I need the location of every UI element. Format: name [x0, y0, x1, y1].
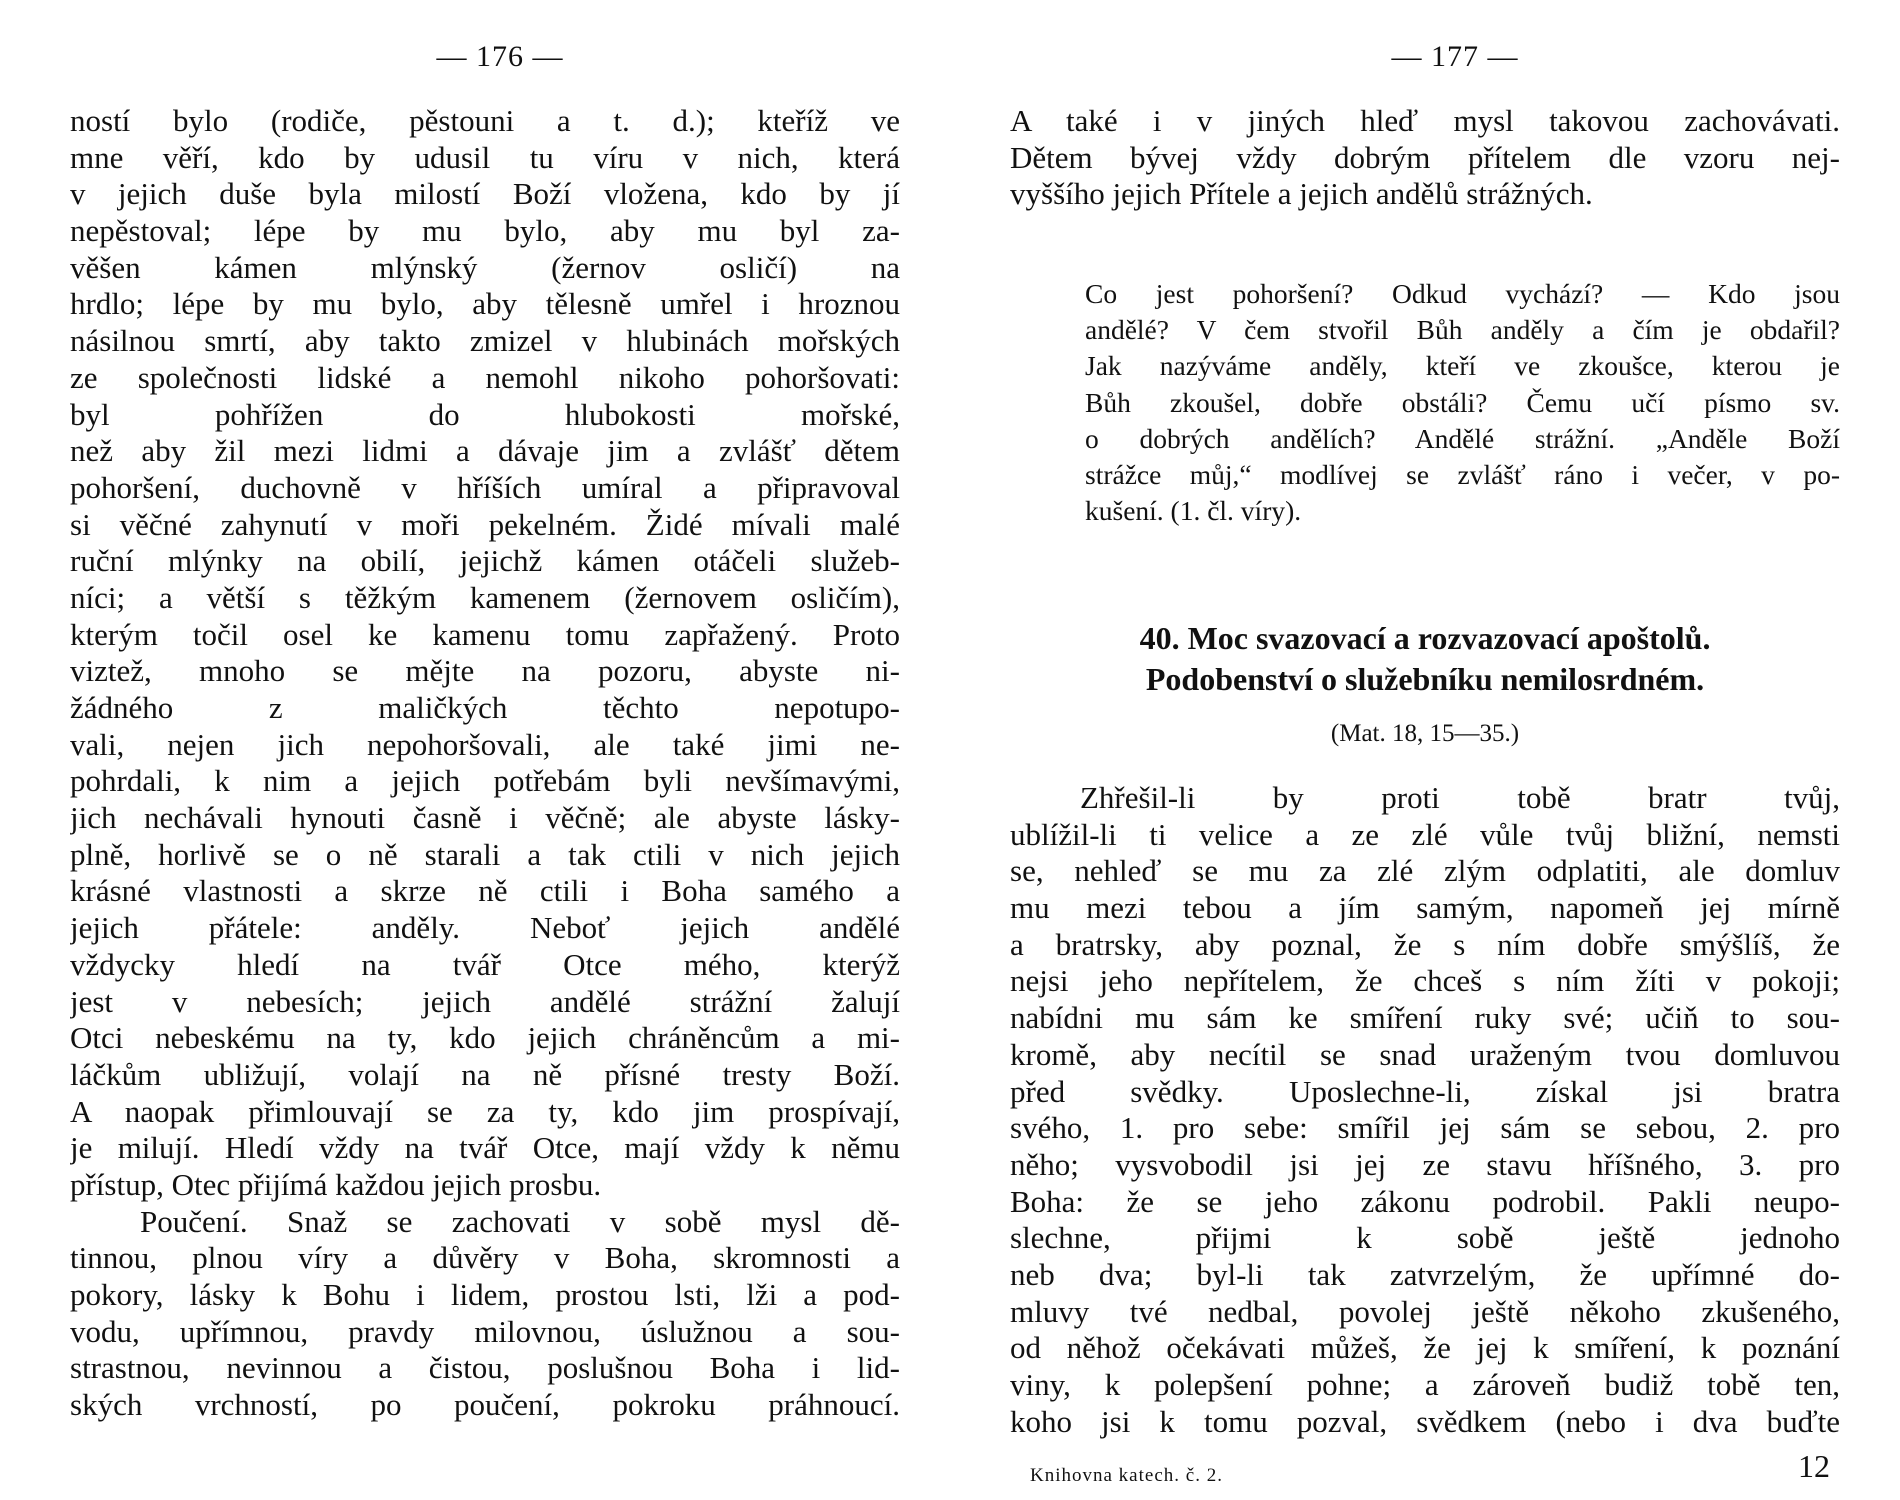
text-line: níci; a větší s těžkým kamenem (žernovem osličím), — [70, 579, 900, 615]
text-line: násilnou smrtí, aby takto zmizel v hlubinách mořských — [70, 323, 900, 359]
text-line: nejsi jeho nepřítelem, že chceš s ním žíti v pokoji; — [1010, 963, 1840, 999]
text-line: ublížil-li ti velice a ze zlé vůle tvůj bližní, nemsti — [1010, 816, 1840, 852]
text-line: jest v nebesích; jejich andělé strážní žalují — [70, 983, 900, 1019]
text-line: a bratrsky, aby poznal, že s ním dobře smýšlíš, že — [1010, 926, 1840, 962]
text-line: hrdlo; lépe by mu bylo, aby tělesně umřel i hroznou — [70, 286, 900, 322]
text-line: Otci nebeskému na ty, kdo jejich chráněncům a mi- — [70, 1020, 900, 1056]
text-line: Boha: že se jeho zákonu podrobil. Pakli neupo- — [1010, 1183, 1840, 1219]
questions-block — [1085, 276, 1840, 529]
text-line: Dětem bývej vždy dobrým přítelem dle vzoru nej- — [1010, 139, 1840, 175]
question-line: Bůh zkoušel, dobře obstáli? Čemu učí písmo sv. — [1085, 386, 1840, 418]
text-line: mne věří, kdo by udusil tu víru v nich, která — [70, 139, 900, 175]
text-line: pohrdali, k nim a jejich potřebám byli nevšímavými, — [70, 763, 900, 799]
text-line: přístup, Otec přijímá každou jejich prosbu. — [70, 1166, 602, 1202]
text-line: nepěstoval; lépe by mu bylo, aby mu byl za- — [70, 213, 900, 249]
text-line: krásné vlastnosti a skrze ně ctili i Boha samého a — [70, 873, 900, 909]
heading-line-1: 40. Moc svazovací a rozvazovací apoštolů. — [1139, 620, 1711, 656]
text-line: svého, 1. pro sebe: smířil jej sám se sebou, 2. pro — [1010, 1110, 1840, 1146]
page-number-right: — 177 — — [1391, 40, 1519, 73]
scripture-reference: (Mat. 18, 15—35.) — [1330, 720, 1520, 747]
text-line: Poučení. Snaž se zachovati v sobě mysl dě- — [140, 1203, 900, 1239]
text-line: žádného z maličkých těchto nepotupo- — [70, 690, 900, 725]
text-line: viny, k polepšení pohne; a zároveň budiž tobě ten, — [1010, 1367, 1840, 1402]
text-line: ností bylo (rodiče, pěstouni a t. d.); kteříž ve — [70, 103, 900, 138]
left-page — [70, 0, 900, 1500]
text-line: byl pohřížen do hlubokosti mořské, — [70, 396, 900, 432]
text-line: láčkům ubližují, volají na ně přísné tresty Boží. — [70, 1056, 900, 1092]
text-line: mu mezi tebou a jím samým, napomeň jej mírně — [1010, 890, 1840, 926]
question-line: andělé? V čem stvořil Bůh anděly a čím je obdařil? — [1085, 314, 1840, 346]
text-line: než aby žil mezi lidmi a dávaje jim a zvlášť dětem — [70, 433, 900, 469]
text-line: před svědky. Uposlechne-li, získal jsi bratra — [1010, 1073, 1840, 1109]
text-line: A naopak přimlouvají se za ty, kdo jim prospívají, — [70, 1093, 900, 1129]
text-line: něho; vysvobodil jsi jej ze stavu hříšného, 3. pro — [1010, 1146, 1840, 1182]
text-line: A také i v jiných hleď mysl takovou zachovávati. — [1010, 103, 1840, 138]
text-line: viztež, mnoho se mějte na pozoru, abyste ni- — [70, 653, 900, 689]
text-line: strastnou, nevinnou a čistou, poslušnou Boha i lid- — [70, 1350, 900, 1386]
question-line: Jak nazýváme anděly, kteří ve zkoušce, kterou je — [1085, 350, 1840, 382]
text-line: ruční mlýnky na obilí, jejichž kámen otáčeli služeb- — [70, 543, 900, 579]
text-line: koho jsi k tomu pozval, svědkem (nebo i dva buďte — [1010, 1403, 1840, 1439]
text-line: kromě, aby necítil se snad uraženým tvou domluvou — [1010, 1036, 1840, 1072]
text-line: se, nehleď se mu za zlé zlým odplatiti, ale domluv — [1010, 853, 1840, 889]
text-line: ských vrchností, po poučení, pokroku práhnoucí. — [70, 1387, 900, 1423]
right-body-text — [1010, 780, 1840, 1440]
right-page — [1010, 0, 1840, 1500]
text-line: neb dva; byl-li tak zatvrzelým, že upřímné do- — [1010, 1256, 1840, 1292]
text-line: si věčné zahynutí v moři pekelném. Židé mívali malé — [70, 506, 900, 542]
text-line: mluvy tvé nedbal, povolej ještě někoho zkušeného, — [1010, 1293, 1840, 1329]
text-line: ze společnosti lidské a nemohl nikoho pohoršovati: — [70, 359, 900, 395]
text-line: od něhož očekávati můžeš, že jej k smíření, k poznání — [1010, 1330, 1840, 1366]
text-line: plně, horlivě se o ně starali a tak ctili v nich jejich — [70, 836, 900, 872]
section-heading — [1010, 618, 1840, 700]
heading-line-2: Podobenství o služebníku nemilosrdném. — [1145, 661, 1705, 697]
question-line: kušení. (1. čl. víry). — [1085, 495, 1302, 527]
question-line: o dobrých andělích? Andělé strážní. „Anděle Boží — [1085, 422, 1840, 454]
question-line: strážce můj,“ modlívej se zvlášť ráno i večer, v po- — [1085, 458, 1840, 490]
text-line: vždycky hledí na tvář Otce mého, kterýž — [70, 946, 900, 982]
text-line: pohoršení, duchovně v hříších umíral a připravoval — [70, 469, 900, 505]
text-line: vyššího jejich Přítele a jejich andělů strážných. — [1010, 176, 1593, 212]
left-body-text — [70, 103, 900, 1424]
text-line: slechne, přijmi k sobě ještě jednoho — [1010, 1220, 1840, 1256]
text-line: vali, nejen jich nepohoršovali, ale také jimi ne- — [70, 726, 900, 762]
text-line: je milují. Hledí vždy na tvář Otce, mají vždy k němu — [70, 1130, 900, 1166]
text-line: v jejich duše byla milostí Boží vložena, kdo by jí — [70, 176, 900, 212]
question-line: Co jest pohoršení? Odkud vychází? — Kdo jsou — [1085, 278, 1840, 309]
intro-paragraph — [1010, 103, 1840, 213]
text-line: jejich přátele: anděly. Neboť jejich andělé — [70, 910, 900, 946]
page-number-left: — 176 — — [436, 40, 564, 73]
footer-signature-number: 12 — [1798, 1448, 1830, 1484]
text-line: vodu, upřímnou, pravdy milovnou, úslužnou a sou- — [70, 1313, 900, 1349]
text-line: věšen kámen mlýnský (žernov osličí) na — [70, 249, 900, 285]
text-line: kterým točil osel ke kamenu tomu zapřažený. Proto — [70, 616, 900, 652]
text-line: jich nechávali hynouti časně i věčně; ale abyste lásky- — [70, 800, 900, 836]
text-line: pokory, lásky k Bohu i lidem, prostou lsti, lži a pod- — [70, 1277, 900, 1312]
text-line: tinnou, plnou víry a důvěry v Boha, skromnosti a — [70, 1240, 900, 1276]
text-line: nabídni mu sám ke smíření ruky své; učiň to sou- — [1010, 1000, 1840, 1036]
text-line: Zhřešil-li by proti tobě bratr tvůj, — [1080, 780, 1840, 815]
footer-signature: Knihovna katech. č. 2. — [1030, 1465, 1223, 1486]
